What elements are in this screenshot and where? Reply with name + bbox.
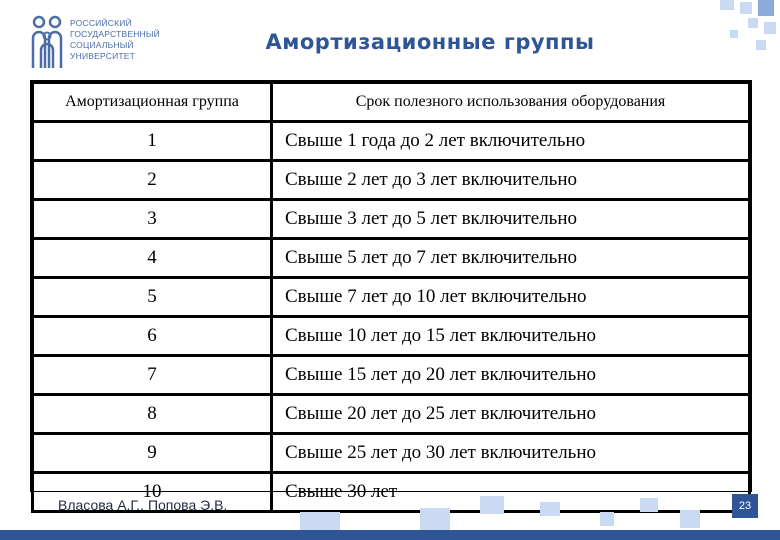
- decoration-square: [680, 510, 700, 528]
- table-row: [33, 434, 750, 473]
- table-row: [33, 395, 750, 434]
- term-cell: Свыше 30 лет: [272, 473, 750, 512]
- logo-line: СОЦИАЛЬНЫЙ: [70, 40, 134, 50]
- group-cell: 3: [33, 200, 272, 239]
- table-row: [33, 239, 750, 278]
- group-cell: 8: [33, 395, 272, 434]
- page-title: Амортизационные группы: [265, 30, 595, 54]
- depreciation-table: [31, 81, 751, 513]
- term-cell: Свыше 15 лет до 20 лет включительно: [272, 356, 750, 395]
- table-row: [33, 200, 750, 239]
- logo-line: РОССИЙСКИЙ: [70, 18, 132, 28]
- decoration-square: [748, 18, 758, 28]
- term-cell: Свыше 3 лет до 5 лет включительно: [272, 200, 750, 239]
- group-cell: 9: [33, 434, 272, 473]
- term-cell: Свыше 7 лет до 10 лет включительно: [272, 278, 750, 317]
- group-cell: 4: [33, 239, 272, 278]
- decoration-square: [764, 22, 776, 34]
- column-header-group: Амортизационная группа: [33, 83, 272, 122]
- decoration-square: [300, 512, 340, 530]
- column-header-term: Срок полезного использования оборудования: [272, 83, 750, 122]
- decoration-square: [740, 2, 752, 14]
- term-cell: Свыше 25 лет до 30 лет включительно: [272, 434, 750, 473]
- university-logo-icon: [30, 14, 66, 70]
- logo-text: [70, 18, 160, 62]
- table-row: [33, 317, 750, 356]
- logo-line: ГОСУДАРСТВЕННЫЙ: [70, 29, 160, 39]
- table-row: [33, 356, 750, 395]
- university-logo: [30, 14, 170, 74]
- table-row: [33, 161, 750, 200]
- table-row: [33, 278, 750, 317]
- page-number: 23: [732, 494, 758, 518]
- depreciation-table-frame: [30, 80, 752, 502]
- group-cell: 2: [33, 161, 272, 200]
- decoration-square: [600, 512, 614, 526]
- term-cell: Свыше 1 года до 2 лет включительно: [272, 122, 750, 161]
- decoration-square: [540, 502, 560, 516]
- decoration-square: [730, 30, 738, 38]
- decoration-square: [758, 0, 774, 16]
- footer-author: Власова А.Г., Попова Э.В.: [58, 497, 228, 513]
- decoration-square: [756, 40, 766, 50]
- bottom-bar: [0, 530, 780, 540]
- decoration-square: [480, 496, 504, 514]
- table-header-row: [33, 83, 750, 122]
- group-cell: 10: [33, 473, 272, 512]
- group-cell: 7: [33, 356, 272, 395]
- decoration-square: [420, 508, 450, 530]
- logo-line: УНИВЕРСИТЕТ: [70, 51, 136, 61]
- term-cell: Свыше 2 лет до 3 лет включительно: [272, 161, 750, 200]
- term-cell: Свыше 20 лет до 25 лет включительно: [272, 395, 750, 434]
- group-cell: 5: [33, 278, 272, 317]
- term-cell: Свыше 10 лет до 15 лет включительно: [272, 317, 750, 356]
- decoration-square: [640, 498, 658, 512]
- group-cell: 1: [33, 122, 272, 161]
- group-cell: 6: [33, 317, 272, 356]
- term-cell: Свыше 5 лет до 7 лет включительно: [272, 239, 750, 278]
- decoration-square: [720, 0, 734, 10]
- table-row: [33, 122, 750, 161]
